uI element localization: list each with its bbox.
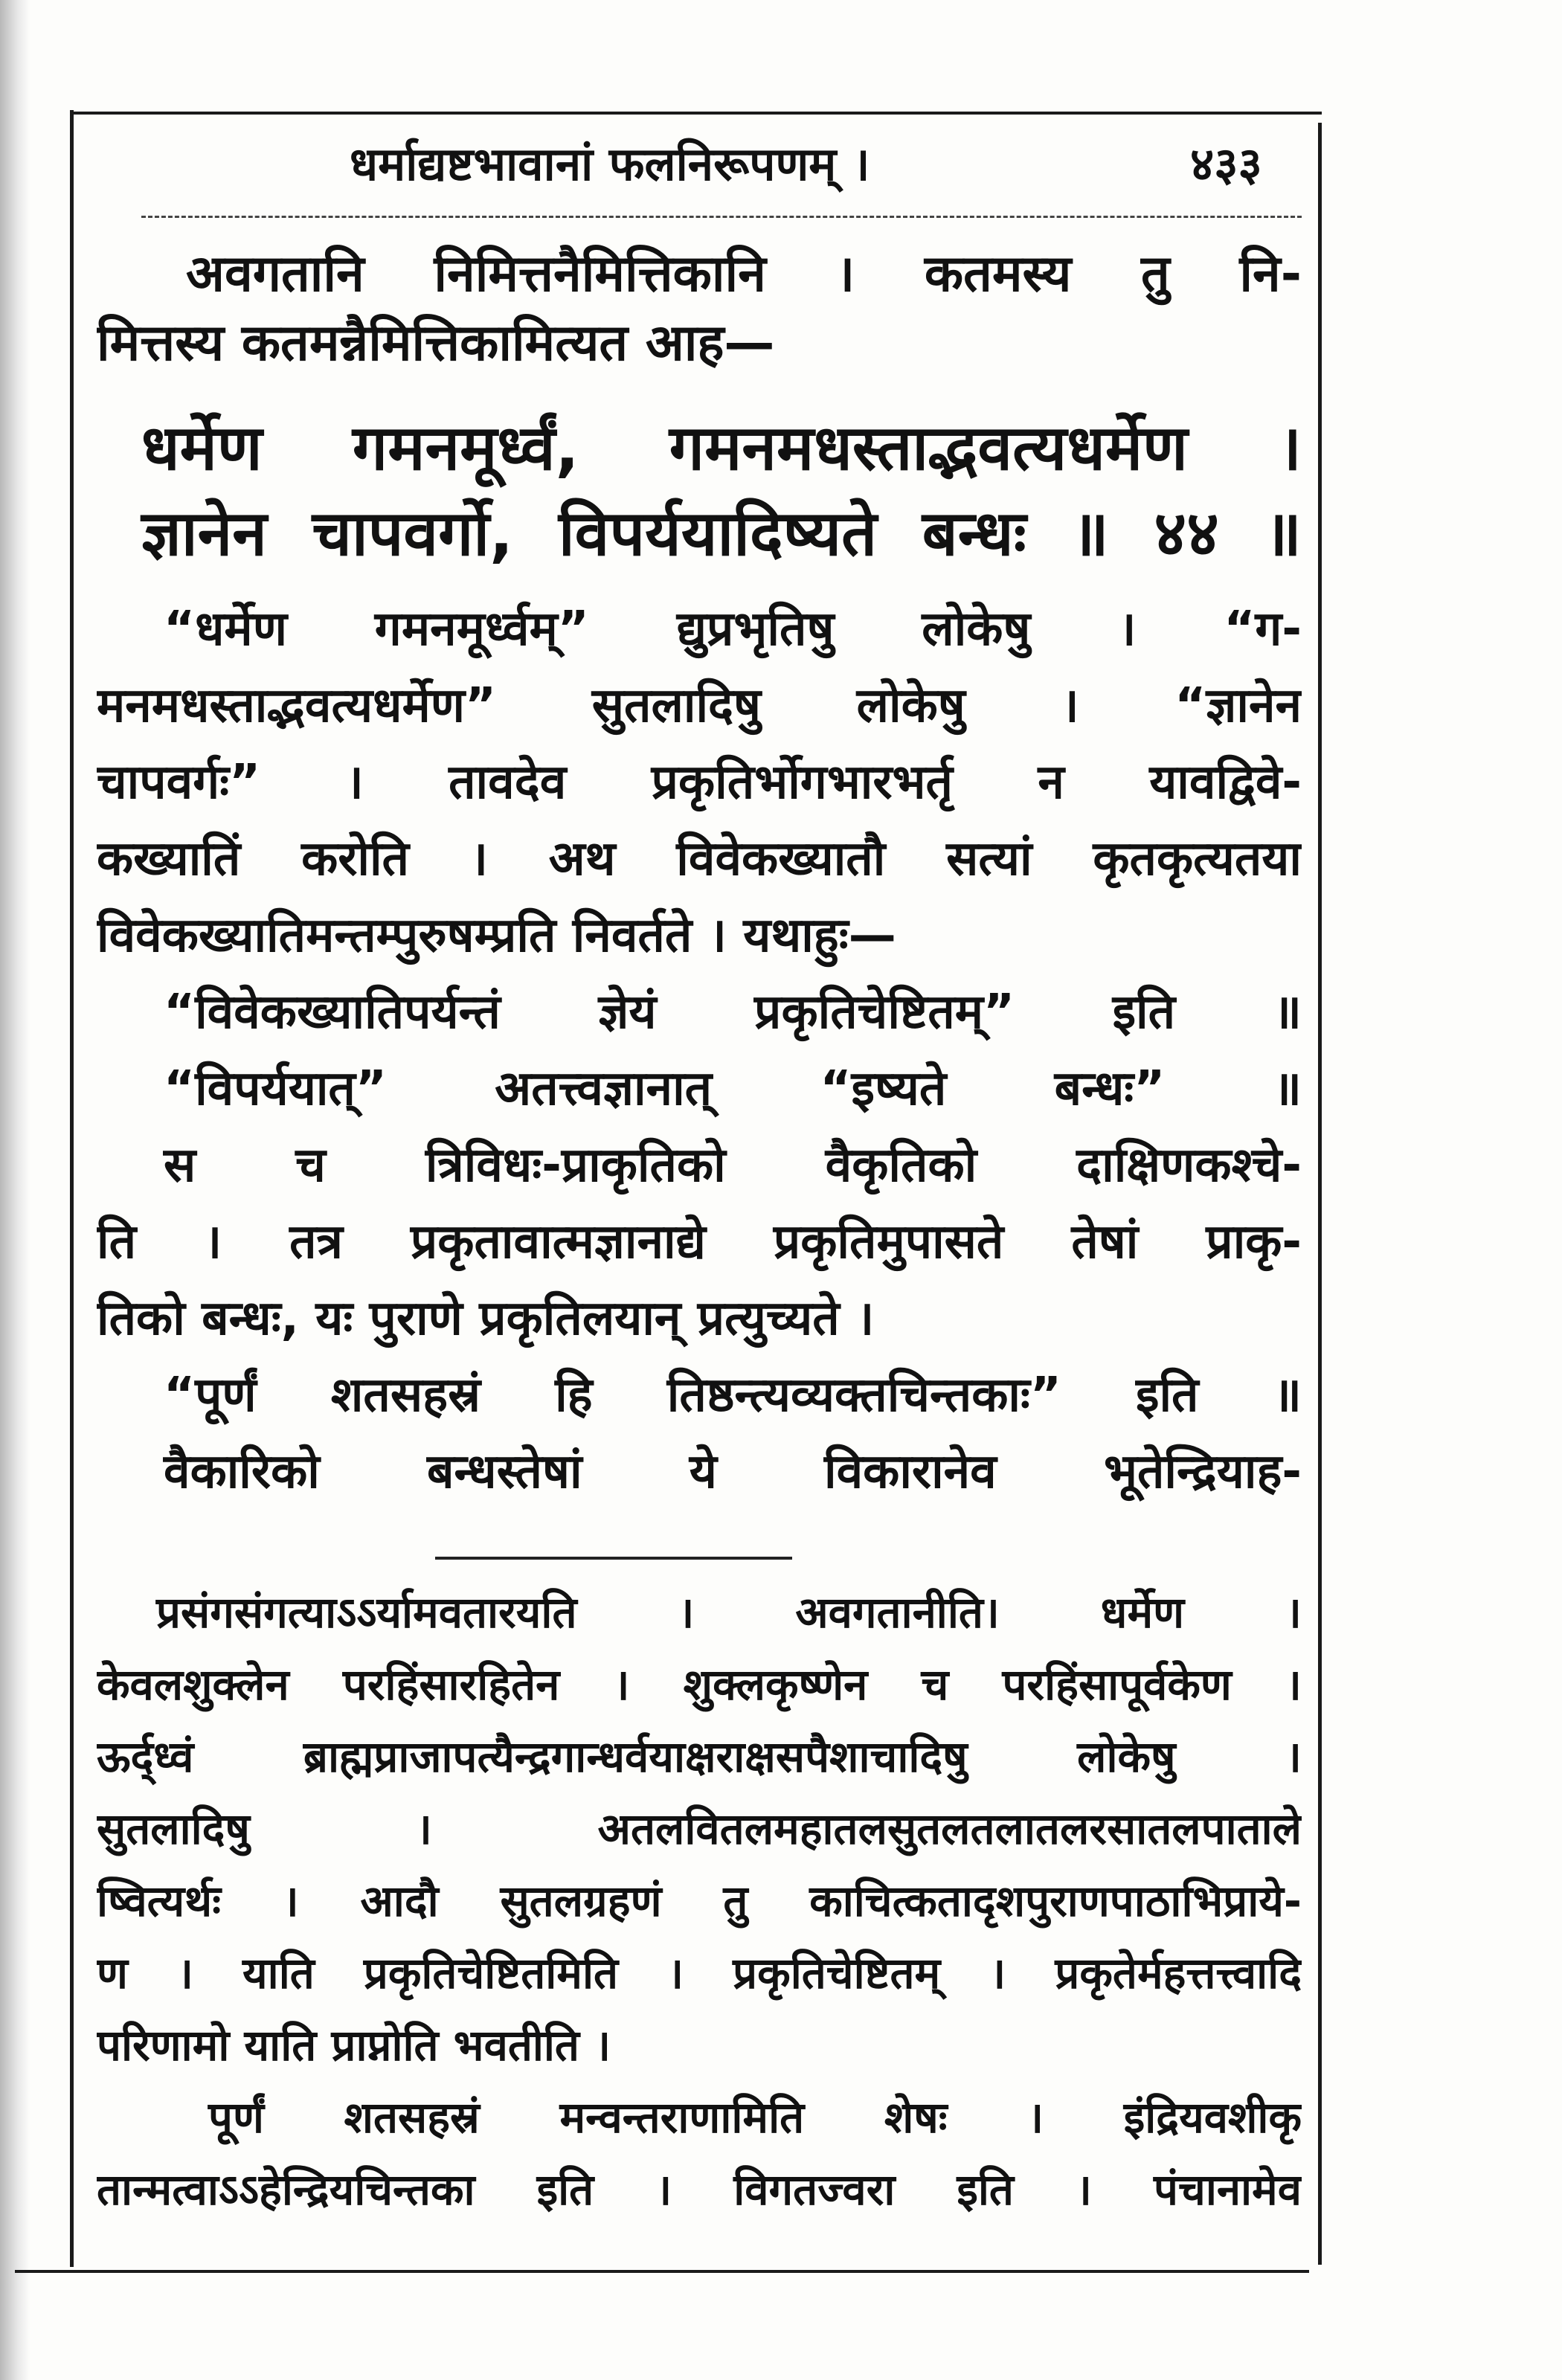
page-number: ४३३ [1190,137,1262,191]
commentary-line: सुतलादिषु । अतलवितलमहातलसुतलतलातलरसातलपाताले [97,1804,1302,1854]
header-divider [141,216,1302,218]
text-line: ति । तत्र प्रकृतावात्मज्ञानाद्ये प्रकृतिमुपासते तेषां प्राकृ- [97,1215,1302,1270]
frame-left-rule [70,110,74,2267]
karika-verse [97,405,1302,576]
text-line: स च त्रिविधः-प्राकृतिको वैकृतिको दाक्षिणकश्चे- [164,1138,1302,1193]
quote-line: “विवेकख्यातिपर्यन्तं ज्ञेयं प्रकृतिचेष्टितम्” इति ॥ [164,985,1302,1040]
binding-shadow [0,0,30,2380]
commentary-line: पूर्णं शतसहस्रं मन्वन्तराणामिति शेषः । इंद्रियवशीकृ [208,2092,1302,2143]
text-line: अवगतानि निमित्तनैमित्तिकानि । कतमस्य तु नि- [186,245,1302,303]
quote-line: “पूर्णं शतसहस्रं हि तिष्ठन्त्यव्यक्तचिन्तकाः” इति ॥ [164,1368,1302,1423]
commentary-line: ऊर्द्ध्वं ब्राह्मप्राजापत्यैन्द्रगान्धर्वयाक्षराक्षसपैशाचादिषु लोकेषु । [97,1731,1302,1782]
text-line: तिको बन्धः, यः पुराणे प्रकृतिलयान् प्रत्युच्यते । [97,1291,875,1346]
commentary-line: केवलशुक्लेन परहिंसारहितेन । शुक्लकृष्णेन च परहिंसापूर्वकेण । [97,1659,1302,1710]
footnote-separator [435,1557,792,1560]
text-line: वैकारिको बन्धस्तेषां ये विकारानेव भूतेन्द्रियाह- [164,1444,1302,1499]
header-title: धर्माद्यष्टभावानां फलनिरूपणम् । [350,137,870,191]
frame-right-rule [1318,123,1322,2265]
commentary-line: प्रसंगसंगत्याऽऽर्यामवतारयति । अवगतानीति। धर्मेण । [156,1587,1302,1638]
commentary-line: ष्वित्यर्थः । आदौ सुतलग्रहणं तु काचित्कतादृशपुराणपाठाभिप्राये- [97,1876,1302,1926]
frame-bottom-rule [15,2270,1309,2273]
text-line: मित्तस्य कतमन्नैमित्तिकामित्यत आह— [97,314,775,373]
text-line: “धर्मेण गमनमूर्ध्वम्” द्युप्रभृतिषु लोकेषु । “ग- [164,602,1302,657]
sub-commentary [97,1577,1302,2226]
text-line: कख्यातिं करोति । अथ विवेकख्यातौ सत्यां कृतकृत्यतया [97,832,1302,887]
verse-line: ज्ञानेन चापवर्गो, विपर्ययादिष्यते बन्धः ॥ ४४ ॥ [141,497,1302,570]
commentary-line: परिणामो याति प्राप्नोति भवतीति । [97,2020,611,2071]
verse-line: धर्मेण गमनमूर्ध्वं, गमनमधस्ताद्भवत्यधर्मेण । [141,411,1302,484]
text-line: चापवर्गः” । तावदेव प्रकृतिर्भोगभारभर्तृ न यावद्विवे- [97,755,1302,810]
text-line: विवेकख्यातिमन्तम्पुरुषम्प्रति निवर्तते । यथाहुः— [97,908,896,963]
frame-top-rule [70,112,1322,115]
main-commentary [97,591,1302,1511]
quote-line: “विपर्ययात्” अतत्त्वज्ञानात् “इष्यते बन्धः” ॥ [164,1061,1302,1116]
commentary-line: ण । याति प्रकृतिचेष्टितमिति । प्रकृतिचेष्टितम् । प्रकृतेर्महत्तत्त्वादि [97,1948,1302,1998]
running-header [97,123,1302,197]
intro-text [97,239,1302,378]
commentary-line: तान्मत्वाऽऽहेन्द्रियचिन्तका इति । विगतज्वरा इति । पंचानामेव [97,2164,1302,2215]
text-line: मनमधस्ताद्भवत्यधर्मेण” सुतलादिषु लोकेषु । “ज्ञानेन [97,678,1302,733]
